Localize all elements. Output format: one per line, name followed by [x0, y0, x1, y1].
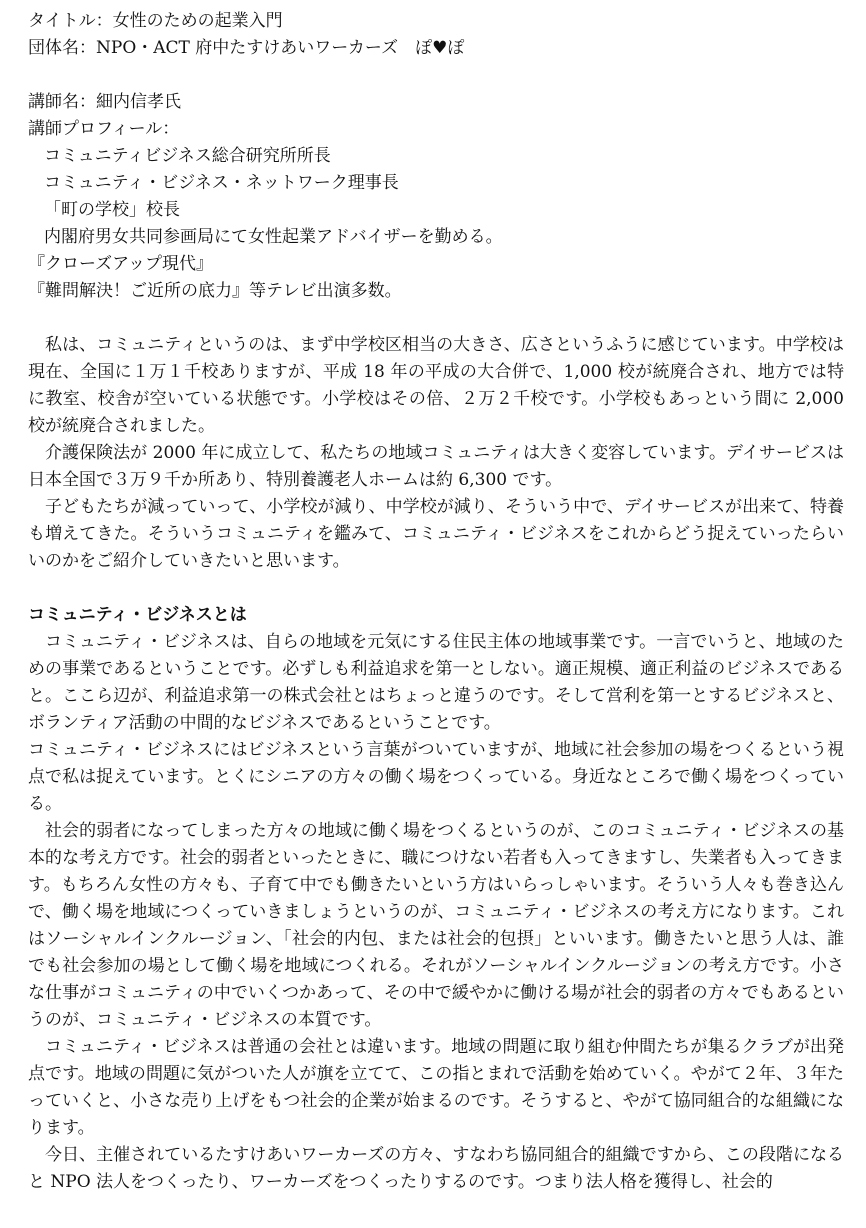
profile-item: 「町の学校」校長 [44, 200, 180, 220]
lecturer-name-line: 講師名：細内信孝氏 [28, 92, 181, 112]
spacer [28, 575, 844, 602]
profile-item: コミュニティ・ビジネス・ネットワーク理事長 [44, 173, 399, 193]
intro-paragraph: 子どもたちが減っていって、小学校が減り、中学校が減り、そういう中で、デイサービスが出来て、特養も増えてきた。そういうコミュニティを鑑みて、コミュニティ・ビジネスをこれからどう捉えていったらいいのかをご紹介していきたいと思います。 [28, 497, 844, 571]
spacer [28, 62, 844, 89]
spacer [28, 305, 844, 332]
section-heading: コミュニティ・ビジネスとは [28, 605, 247, 625]
tv-appearance-line: 『クローズアップ現代』 [28, 254, 213, 274]
intro-paragraph: 私は、コミュニティというのは、まず中学校区相当の大きさ、広さというふうに感じています。中学校は現在、全国に１万１千校ありますが、平成 18 年の平成の大合併で、1,000 校が統廃合され、地方では特に教室、校舎が空いている状態です。小学校はその倍、２万２千校です。小学校もあっという間に 2,000 校が統廃合されました。 [28, 335, 844, 436]
section-paragraph: コミュニティ・ビジネスは、自らの地域を元気にする住民主体の地域事業です。一言でいうと、地域のための事業であるということです。必ずしも利益追求を第一としない。適正規模、適正利益のビジネスであると。ここら辺が、利益追求第一の株式会社とはちょっと違うのです。そして営利を第一とするビジネスと、ボランティア活動の中間的なビジネスであるということです。 [28, 632, 844, 733]
lecturer-profile-label: 講師プロフィール： [28, 119, 180, 139]
title-line: タイトル：女性のための起業入門 [28, 11, 283, 31]
profile-item: 内閣府男女共同参画局にて女性起業アドバイザーを勤める。 [44, 227, 503, 247]
section-paragraph: 今日、主催されているたすけあいワーカーズの方々、すなわち協同組合的組織ですから、この段階になると NPO 法人をつくったり、ワーカーズをつくったりするのです。つまり法人格を獲得し、社会的 [28, 1145, 844, 1192]
intro-paragraph: 介護保険法が 2000 年に成立して、私たちの地域コミュニティは大きく変容しています。デイサービスは日本全国で３万９千か所あり、特別養護老人ホームは約 6,300 です。 [28, 443, 844, 490]
organization-line: 団体名：NPO・ACT 府中たすけあいワーカーズ ぽ♥ぽ [28, 38, 465, 58]
tv-appearance-line: 『難問解決！ご近所の底力』等テレビ出演多数。 [28, 281, 402, 301]
section-paragraph: コミュニティ・ビジネスにはビジネスという言葉がついていますが、地域に社会参加の場をつくるという視点で私は捉えています。とくにシニアの方々の働く場をつくっている。身近なところで働く場をつくっている。 [28, 740, 844, 814]
profile-item: コミュニティビジネス総合研究所所長 [44, 146, 331, 166]
section-paragraph: 社会的弱者になってしまった方々の地域に働く場をつくるというのが、このコミュニティ・ビジネスの基本的な考え方です。社会的弱者といったときに、職につけない若者も入ってきますし、失業者も入ってきます。もちろん女性の方々も、子育て中でも働きたいという方はいらっしゃいます。そういう人々も巻き込んで、働く場を地域につくっていきましょうというのが、コミュニティ・ビジネスの考え方になります。これはソーシャルインクルージョン、「社会的内包、または社会的包摂」といいます。働きたいと思う人は、誰でも社会参加の場として働く場を地域につくれる。それがソーシャルインクルージョンの考え方です。小さな仕事がコミュニティの中でいくつかあって、その中で緩やかに働ける場が社会的弱者の方々でもあるというのが、コミュニティ・ビジネスの本質です。 [28, 821, 844, 1030]
section-paragraph: コミュニティ・ビジネスは普通の会社とは違います。地域の問題に取り組む仲間たちが集るクラブが出発点です。地域の問題に気がついた人が旗を立てて、この指とまれで活動を始めていく。やがて２年、３年たっていくと、小さな売り上げをもつ社会的企業が始まるのです。そうすると、やがて協同組合的な組織になります。 [28, 1037, 844, 1138]
